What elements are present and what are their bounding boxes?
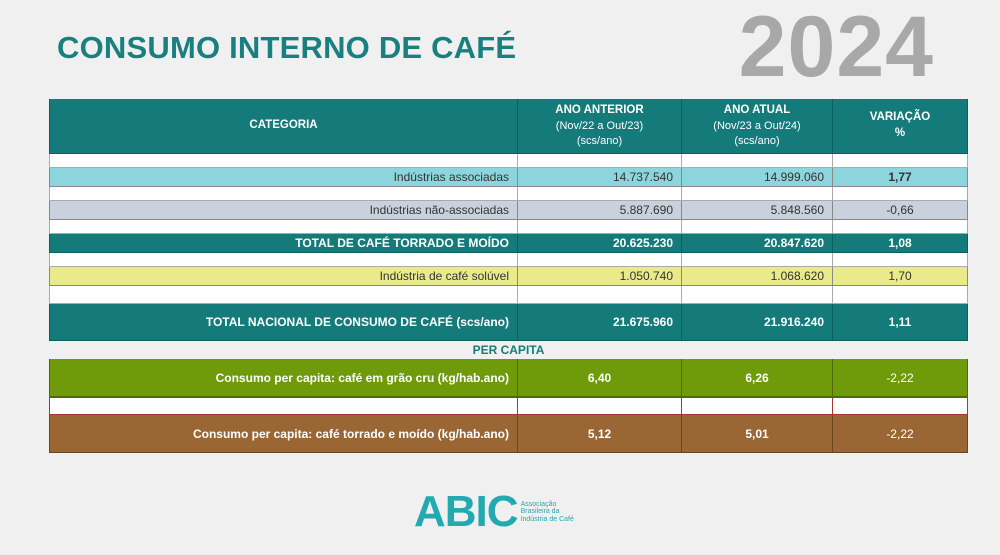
value-variacao: -2,22 <box>833 415 968 453</box>
abic-logo <box>414 487 581 536</box>
spacer-row <box>49 286 968 304</box>
row-total-nacional <box>49 304 968 341</box>
spacer-row <box>49 253 968 267</box>
value-variacao: -2,22 <box>833 359 968 397</box>
value-anterior: 6,40 <box>518 359 682 397</box>
value-variacao: 1,77 <box>833 168 968 187</box>
logo-subtitle: Associação Brasileira da Indústria de Café <box>520 500 574 523</box>
value-variacao: 1,11 <box>833 304 968 341</box>
row-label: Indústrias não-associadas <box>49 201 518 220</box>
row-label: Indústrias associadas <box>49 168 518 187</box>
row-industrias-nao-associadas <box>49 201 968 220</box>
spacer-row <box>49 220 968 234</box>
row-label: Consumo per capita: café em grão cru (kg/hab.ano) <box>49 359 518 397</box>
consumption-table <box>49 99 968 453</box>
row-label: TOTAL DE CAFÉ TORRADO E MOÍDO <box>49 234 518 253</box>
row-label: Indústria de café solúvel <box>49 267 518 286</box>
row-industrias-associadas <box>49 168 968 187</box>
spacer-row <box>49 154 968 168</box>
table-header <box>49 99 968 154</box>
value-anterior: 21.675.960 <box>518 304 682 341</box>
logo-text: ABIC <box>414 487 518 536</box>
header-variacao: VARIAÇÃO % <box>833 99 968 154</box>
row-label: TOTAL NACIONAL DE CONSUMO DE CAFÉ (scs/ano) <box>49 304 518 341</box>
spacer-row <box>49 397 968 415</box>
value-variacao: 1,08 <box>833 234 968 253</box>
page-title: CONSUMO INTERNO DE CAFÉ <box>57 30 517 65</box>
value-variacao: 1,70 <box>833 267 968 286</box>
header-ano-anterior: ANO ANTERIOR (Nov/22 a Out/23) (scs/ano) <box>518 99 682 154</box>
row-total-torrado-moido <box>49 234 968 253</box>
value-anterior: 14.737.540 <box>518 168 682 187</box>
value-atual: 5.848.560 <box>682 201 833 220</box>
per-capita-heading: PER CAPITA <box>472 343 545 357</box>
row-label: Consumo per capita: café torrado e moído (kg/hab.ano) <box>49 415 518 453</box>
header-ano-atual: ANO ATUAL (Nov/23 a Out/24) (scs/ano) <box>682 99 833 154</box>
row-per-capita-cru <box>49 359 968 397</box>
row-industria-soluvel <box>49 267 968 286</box>
header-categoria: CATEGORIA <box>49 99 518 154</box>
value-variacao: -0,66 <box>833 201 968 220</box>
value-atual: 14.999.060 <box>682 168 833 187</box>
value-atual: 20.847.620 <box>682 234 833 253</box>
value-anterior: 20.625.230 <box>518 234 682 253</box>
value-atual: 6,26 <box>682 359 833 397</box>
value-atual: 1.068.620 <box>682 267 833 286</box>
value-anterior: 5.887.690 <box>518 201 682 220</box>
value-anterior: 5,12 <box>518 415 682 453</box>
value-atual: 5,01 <box>682 415 833 453</box>
spacer-row <box>49 187 968 201</box>
year-label: 2024 <box>738 0 934 95</box>
value-atual: 21.916.240 <box>682 304 833 341</box>
value-anterior: 1.050.740 <box>518 267 682 286</box>
row-per-capita-torrado <box>49 415 968 453</box>
